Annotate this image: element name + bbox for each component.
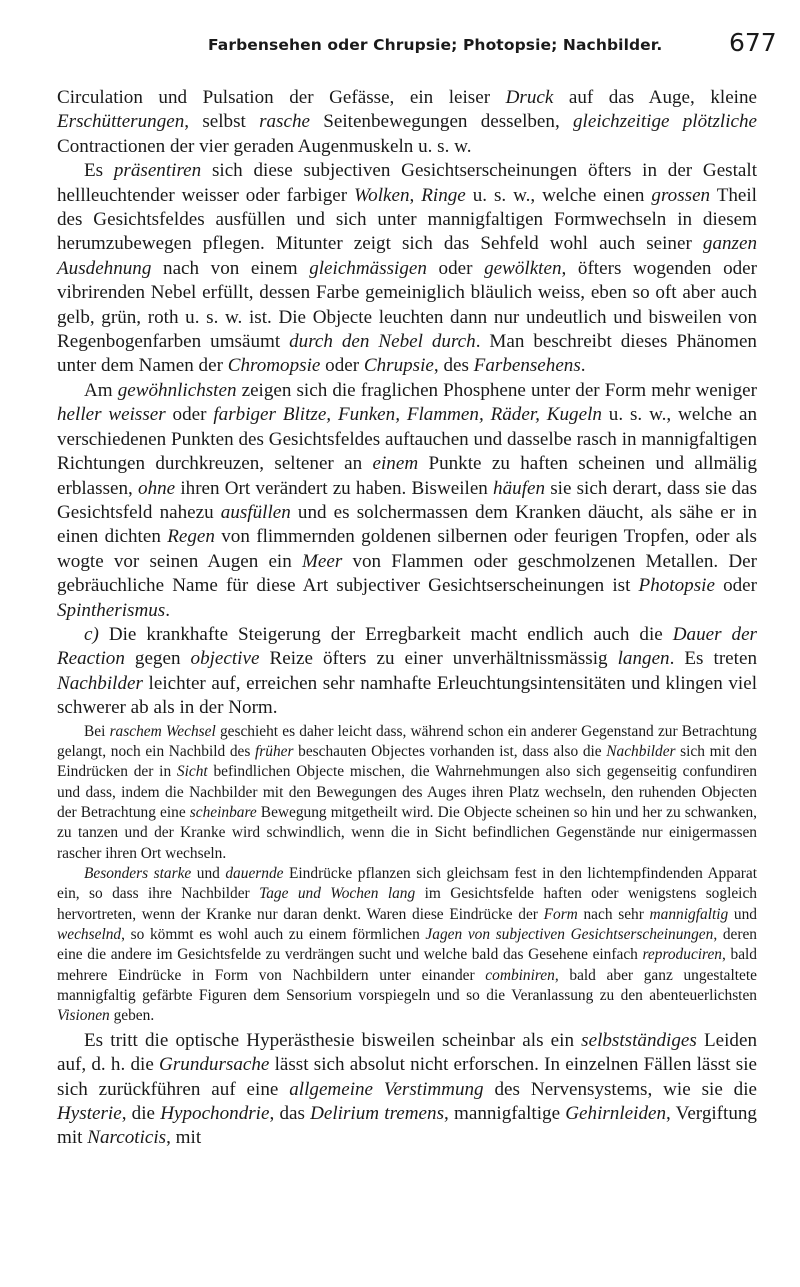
text-run: und es solchermassen dem Kranken däucht, als sähe er in einen dichten — [57, 501, 757, 548]
emphasis-text: gleichzeitige plötzliche — [573, 111, 757, 133]
emphasis-text: Chrupsie — [363, 355, 434, 377]
emphasis-text: ohne — [138, 477, 176, 499]
text-run: , bald mehrere Eindrücke in Form von Nachbildern unter einander — [57, 946, 757, 984]
emphasis-text: präsentiren — [113, 160, 202, 182]
text-run: Circulation und Pulsation der Gefässe, ein leiser — [57, 87, 506, 108]
small-print-block — [57, 722, 757, 1027]
emphasis-text: einem — [372, 453, 419, 475]
emphasis-text: selbstständiges — [581, 1029, 697, 1051]
running-head — [0, 30, 800, 60]
text-run: , Vergiftung mit — [57, 1102, 757, 1149]
emphasis-text: Sicht — [176, 763, 208, 781]
emphasis-text: heller weisser — [57, 404, 166, 426]
emphasis-text: mannigfaltig — [649, 905, 729, 923]
text-run: und — [728, 905, 757, 923]
text-run: , das — [269, 1102, 311, 1124]
text-run: Es tritt die optische Hyperästhesie bisweilen scheinbar als ein — [84, 1029, 582, 1051]
emphasis-text: allgemeine Verstimmung — [289, 1078, 484, 1100]
emphasis-text: scheinbare — [189, 803, 257, 821]
emphasis-text: Farbensehens — [473, 355, 581, 377]
text-run: , mit — [166, 1127, 202, 1149]
emphasis-text: Chromopsie — [227, 355, 321, 377]
body-text — [57, 86, 757, 1151]
text-run: auf das Auge, kleine — [553, 87, 757, 108]
emphasis-text: Spintherismus — [57, 599, 166, 621]
text-run: , des — [433, 355, 474, 377]
emphasis-text: c) — [84, 623, 99, 645]
emphasis-text: Regen — [167, 526, 215, 548]
text-run: , die — [121, 1102, 161, 1124]
emphasis-text: raschem Wechsel — [109, 722, 216, 740]
emphasis-text: Druck — [505, 87, 554, 108]
emphasis-text: Photopsie — [638, 575, 715, 597]
text-run: nach sehr — [577, 905, 650, 923]
text-run: . Man beschreibt dieses Phänomen unter dem Namen der — [57, 331, 757, 377]
emphasis-text: früher — [255, 742, 294, 760]
emphasis-text: ausfüllen — [220, 501, 291, 523]
text-run: oder — [426, 257, 485, 279]
emphasis-text: Erschütterungen — [57, 111, 185, 133]
text-run: Bewegung mitgetheilt wird. Die Objecte scheinen so hin und her zu schwanken, zu tanzen und der Kranke wird schwindlich, wenn die in Sicht befindlichen Gegenstände nur einigermassen rascher ihren Ort wechseln. — [57, 803, 758, 862]
text-run: ihren Ort verändert zu haben. Bisweilen — [175, 477, 494, 499]
text-run: , selbst — [184, 111, 260, 133]
text-run: Es — [84, 160, 114, 182]
text-run: . Es treten — [669, 648, 757, 670]
text-run: zeigen sich die fraglichen Phosphene unter der Form mehr weniger — [236, 379, 757, 401]
emphasis-text: rasche — [259, 111, 310, 133]
emphasis-text: Meer — [301, 550, 343, 572]
emphasis-text: Gehirnleiden — [565, 1102, 667, 1124]
text-run: u. s. w., welche an verschiedenen Punkten des Gesichtsfeldes auftauchen und dasselbe rasch in mannigfaltigen Richtungen durchkreuzen, seltener an — [57, 404, 757, 475]
emphasis-text: Wolken — [354, 184, 410, 206]
emphasis-text: Grundursache — [159, 1054, 270, 1076]
text-run: Contractionen der vier geraden Augenmuskeln u. s. w. — [57, 135, 472, 157]
text-run: gegen — [124, 648, 191, 670]
emphasis-text: Hypochondrie — [160, 1102, 270, 1124]
emphasis-text: dauernde — [225, 864, 284, 882]
text-run: oder — [714, 575, 757, 597]
text-run: oder — [320, 355, 364, 377]
text-run: lässt sich absolut nicht erforschen. In einzelnen Fällen lässt sie sich zurückführen auf eine — [57, 1054, 757, 1100]
emphasis-text: gleichmässigen — [309, 257, 427, 279]
text-run: , bald aber ganz ungestaltete mannigfaltig gefärbte Figuren dem Sensorium vorspiegeln und so die Veranlassung zu den abenteuerlichsten — [57, 966, 757, 1005]
text-run: beschauten Objectes vorhanden ist, dass also die — [293, 742, 607, 760]
emphasis-text: Tage und Wochen lang — [259, 885, 416, 903]
paragraph — [57, 623, 757, 721]
text-run: Am — [84, 379, 118, 401]
text-run: , deren eine die andere im Gesichtsfelde zu verdrängen sucht und welche bald das Gesehene einfach — [57, 926, 758, 964]
paragraph — [57, 86, 757, 159]
text-run: oder — [165, 404, 214, 426]
text-run: Leiden auf, d. h. die — [57, 1029, 757, 1076]
emphasis-text: häufen — [493, 477, 546, 499]
emphasis-text: Jagen von subjectiven Gesichtserscheinungen — [425, 926, 714, 943]
text-run: des Nervensystems, wie sie die — [483, 1078, 757, 1100]
text-run: Reize öfters zu einer unverhältnissmässig — [259, 648, 618, 670]
emphasis-text: gewöhnlichsten — [117, 379, 237, 401]
page-number: 677 — [729, 28, 777, 57]
text-run: , öfters wogenden oder vibrirenden Nebel erfüllt, dessen Farbe gemeiniglich bläulich weiss, eben so oft aber auch gelb, grün, roth u. s. w. ist. Die Objecte leuchten dann nur undeutlich und bisweilen von Regenbogenfarben umsäumt — [57, 257, 757, 353]
emphasis-text: Visionen — [57, 1007, 110, 1025]
text-run: geben. — [109, 1007, 155, 1025]
note-paragraph — [57, 722, 757, 864]
emphasis-text: gewölkten — [484, 257, 562, 279]
emphasis-text: Nachbilder — [606, 742, 676, 760]
text-run: leichter auf, erreichen sehr namhafte Erleuchtungsintensitäten und klingen viel schwerer ab als in der Norm. — [57, 672, 757, 719]
text-run: . — [165, 599, 170, 621]
text-run: Punkte zu haften scheinen und allmälig erblassen, — [57, 453, 758, 499]
text-run: Die krankhafte Steigerung der Erregbarkeit macht endlich auch die — [98, 623, 673, 645]
note-paragraph — [57, 864, 757, 1027]
text-run: , mannigfaltige — [444, 1102, 566, 1124]
text-run: im Gesichtsfelde haften oder wenigstens sogleich hervortreten, wenn der Kranke nur daran denkt. Waren diese Eindrücke der — [57, 885, 757, 923]
emphasis-text: grossen — [651, 184, 711, 206]
text-run: geschieht es daher leicht dass, während schon ein anderer Gegenstand zur Betrachtung gelangt, noch ein Nachbild des — [57, 722, 757, 760]
text-run: Theil des Gesichtsfeldes ausfüllen und sich unter mannigfaltigen Formwechseln in diesem herumzubewegen pflegen. Mitunter zeigt sich das Sehfeld wohl auch seiner — [57, 184, 757, 255]
emphasis-text: Form — [543, 905, 578, 923]
paragraph — [57, 1029, 757, 1151]
text-run: von flimmernden goldenen silbernen oder feurigen Tropfen, oder als wogte vor seinen Augen ein — [57, 526, 757, 572]
emphasis-text: objective — [190, 648, 260, 670]
emphasis-text: Delirium tremens — [310, 1102, 445, 1124]
running-head-title: Farbensehen oder Chrupsie; Photopsie; Nachbilder. — [208, 36, 663, 54]
emphasis-text: wechselnd — [57, 926, 122, 943]
emphasis-text: reproduciren — [642, 946, 722, 964]
text-run: u. s. w., welche einen — [465, 184, 652, 206]
text-run: sich mit den Eindrücken der in — [57, 742, 757, 781]
text-run: befindlichen Objecte mischen, die Wahrnehmungen also sich gegenseitig confundiren und dass, indem die Nachbilder mit den Bewegungen des Auges ihren Platz wechseln, den ruhenden Objecten der Betrachtung eine — [57, 763, 757, 821]
paragraph — [57, 379, 757, 623]
paragraph — [57, 159, 757, 379]
text-run: sich diese subjectiven Gesichtserscheinungen öfters in der Gestalt hellleuchtender weisser oder farbiger — [57, 160, 758, 206]
text-run: , — [409, 184, 422, 206]
text-run: . — [580, 355, 586, 377]
emphasis-text: Dauer der Reaction — [57, 623, 757, 670]
text-run: und — [191, 864, 226, 882]
emphasis-text: Nachbilder — [57, 672, 143, 694]
text-run: sie sich derart, dass sie das Gesichtsfeld nahezu — [57, 477, 757, 523]
emphasis-text: farbiger Blitze, Funken, Flammen, Räder, Kugeln — [213, 404, 602, 426]
emphasis-text: combiniren — [485, 966, 555, 984]
emphasis-text: Ringe — [421, 184, 466, 206]
emphasis-text: durch den Nebel durch — [289, 331, 476, 353]
text-run: Bei — [84, 722, 110, 740]
text-run: Eindrücke pflanzen sich gleichsam fest in den lichtempfindenden Apparat ein, so dass ihre Nachbilder — [57, 864, 758, 903]
emphasis-text: Narcoticis — [87, 1127, 167, 1149]
text-run: nach von einem — [151, 257, 310, 279]
text-run: von Flammen oder geschmolzenen Metallen. Der gebräuchliche Name für diese Art subjectiver Gesichtserscheinungen ist — [57, 550, 757, 597]
emphasis-text: Hysterie — [57, 1102, 122, 1124]
emphasis-text: langen — [617, 648, 670, 670]
text-run: Seitenbewegungen desselben, — [309, 111, 573, 133]
text-run: , so kömmt es wohl auch zu einem förmlichen — [121, 926, 426, 943]
emphasis-text: ganzen Ausdehnung — [57, 233, 757, 279]
emphasis-text: Besonders starke — [84, 864, 192, 882]
